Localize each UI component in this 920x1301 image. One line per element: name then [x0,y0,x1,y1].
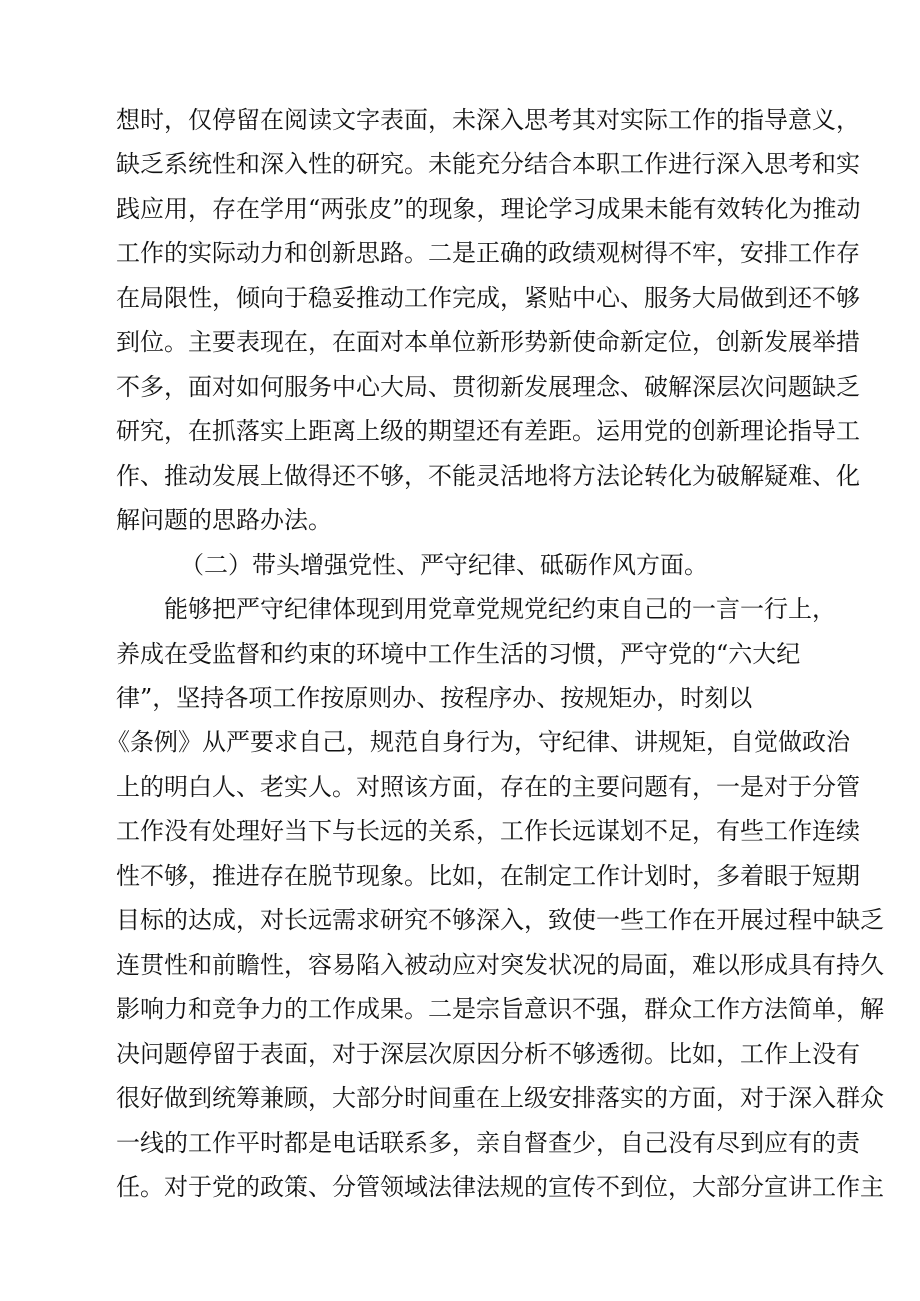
text-line-6: 到位。主要表现在，在面对本单位新形势新使命新定位，创新发展举措 [116,328,860,356]
text-line-17: 工作没有处理好当下与长远的关系，工作长远谋划不足，有些工作连续 [116,817,860,845]
text-line-25: 任。对于党的政策、分管领域法律法规的宣传不到位，大部分宣讲工作主 [116,1173,884,1201]
text-line-20: 连贯性和前瞻性，容易陷入被动应对突发状况的局面，难以形成具有持久 [116,951,884,979]
text-line-10: 解问题的思路办法。 [116,506,332,534]
text-line-9: 作、推动发展上做得还不够，不能灵活地将方法论转化为破解疑难、化 [116,462,860,490]
text-line-15: 《条例》从严要求自己，规范自身行为，守纪律、讲规矩，自觉做政治 [106,728,850,756]
section-heading: （二）带头增强党性、严守纪律、砥砺作风方面。 [180,551,708,579]
text-line-4: 工作的实际动力和创新思路。二是正确的政绩观树得不牢，安排工作存 [116,239,860,267]
text-line-18: 性不够，推进存在脱节现象。比如，在制定工作计划时，多着眼于短期 [116,862,860,890]
text-line-14: 律”，坚持各项工作按原则办、按程序办、按规矩办，时刻以 [116,684,753,712]
text-line-7: 不多，面对如何服务中心大局、贯彻新发展理念、破解深层次问题缺乏 [116,373,860,401]
text-line-16: 上的明白人、老实人。对照该方面，存在的主要问题有，一是对于分管 [116,773,860,801]
text-line-3: 践应用，存在学用“两张皮”的现象，理论学习成果未能有效转化为推动 [116,195,861,223]
text-line-21: 影响力和竞争力的工作成果。二是宗旨意识不强，群众工作方法简单，解 [116,995,884,1023]
text-line-1: 想时，仅停留在阅读文字表面，未深入思考其对实际工作的指导意义， [116,106,860,134]
paragraph-first-line: 能够把严守纪律体现到用党章党规党纪约束自己的一言一行上， [164,595,836,623]
text-line-19: 目标的达成，对长远需求研究不够深入，致使一些工作在开展过程中缺乏 [116,906,884,934]
text-line-22: 决问题停留于表面，对于深层次原因分析不够透彻。比如，工作上没有 [116,1040,860,1068]
text-line-8: 研究，在抓落实上距离上级的期望还有差距。运用党的创新理论指导工 [116,417,860,445]
text-line-23: 很好做到统筹兼顾，大部分时间重在上级安排落实的方面，对于深入群众 [116,1084,884,1112]
text-line-24: 一线的工作平时都是电话联系多，亲自督查少，自己没有尽到应有的责 [116,1129,860,1157]
text-line-2: 缺乏系统性和深入性的研究。未能充分结合本职工作进行深入思考和实 [116,150,860,178]
text-line-5: 在局限性，倾向于稳妥推动工作完成，紧贴中心、服务大局做到还不够 [116,284,860,312]
text-line-13: 养成在受监督和约束的环境中工作生活的习惯，严守党的“六大纪 [116,640,801,668]
